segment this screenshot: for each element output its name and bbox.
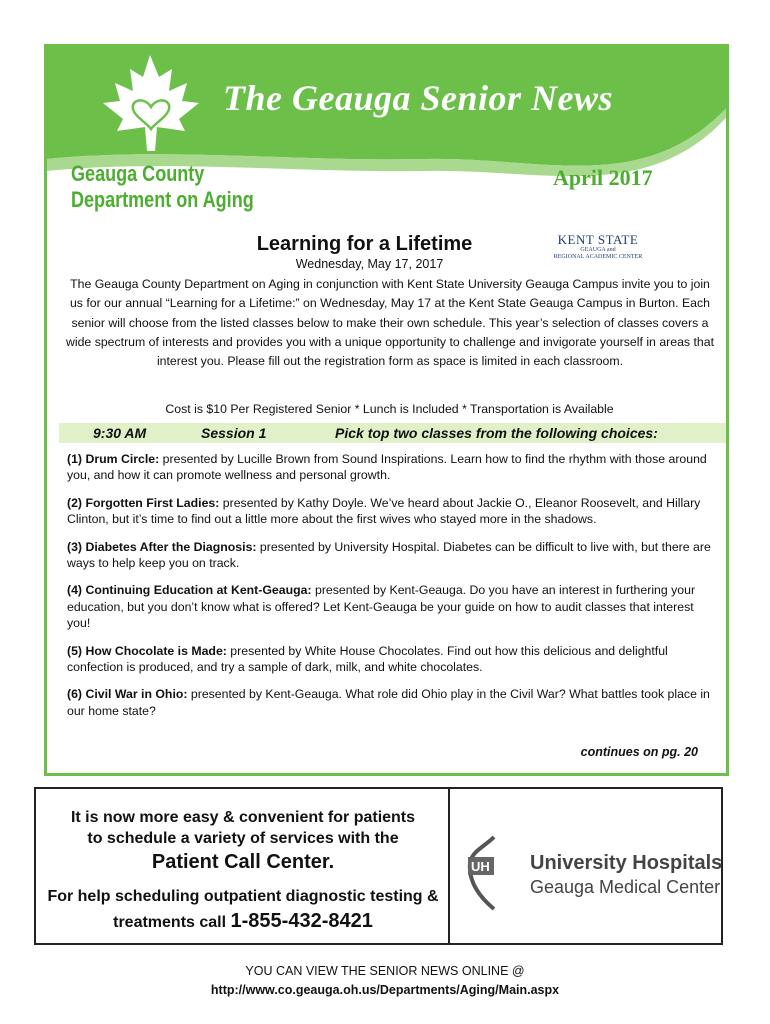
list-item xyxy=(67,686,717,719)
ad-text-panel xyxy=(36,789,450,943)
session-name: Session 1 xyxy=(201,425,267,441)
class-description: presented by White House Chocolates. Find out how this delicious and delightful confection is produced, and try a sample of dark, milk, and white chocolates. xyxy=(67,643,668,675)
ad-line1: It is now more easy & convenient for patients xyxy=(70,809,416,826)
event-title: Learning for a Lifetime xyxy=(256,233,473,255)
continues-note: continues on pg. 20 xyxy=(580,745,698,759)
class-title: (6) Civil War in Ohio: xyxy=(67,687,188,702)
class-description: presented by Kent-Geauga. Do you have an interest in furthering your education, but you don’t know what is offered? Let Kent-Geauga be your guide on how to audit classes that interest you! xyxy=(67,583,696,631)
list-item xyxy=(67,539,717,572)
class-description: presented by Lucille Brown from Sound Inspirations. Learn how to find the rhythm with those around you, and how it can promote wellness and personal growth. xyxy=(67,452,707,483)
class-title: (2) Forgotten First Ladies: xyxy=(67,495,220,510)
event-intro: The Geauga County Department on Aging in conjunction with Kent State University Geauga Campus invite you to join us for our annual “Learning for a Lifetime:” on Wednesday, May 17 at the Kent State Geauga Campus in Burton. Each senior will choose from the listed classes below to make their own schedule. This year’s selection of classes covers a wide spectrum of interests and provides you with a unique opportunity to challenge and invigorate yourself in areas that interest you. Please fill out the registration form as space is limited in each classroom. xyxy=(65,277,715,369)
session-instruction: Pick top two classes from the following choices: xyxy=(335,425,658,441)
department-name-line2: Department on Aging xyxy=(71,187,254,212)
event-cost: Cost is $10 Per Registered Senior * Lunch is Included * Transportation is Available xyxy=(165,402,614,416)
issue-date: April 2017 xyxy=(553,165,653,190)
ad-logo-panel xyxy=(452,789,721,943)
kent-logo-line3: REGIONAL ACADEMIC CENTER xyxy=(553,254,643,260)
class-description: presented by Kathy Doyle. We’ve heard about Jackie O., Eleanor Roosevelt, and Hillary Clinton, but it’s time to find out a little more about the first wives who stayed more in the shadows. xyxy=(67,495,701,527)
ad-line5 xyxy=(36,910,450,933)
session-time: 9:30 AM xyxy=(93,425,147,441)
svg-text:UH: UH xyxy=(471,859,490,874)
newsletter-frame xyxy=(44,44,729,776)
kent-logo-line2: GEAUGA and xyxy=(580,247,616,253)
phone-number: 1-855-432-8421 xyxy=(230,910,373,932)
class-list xyxy=(67,451,717,730)
footer-url: http://www.co.geauga.oh.us/Departments/Aging/Main.aspx xyxy=(210,983,560,997)
kent-logo-line1: KENT STATE xyxy=(557,232,639,247)
ad-line3: Patient Call Center. xyxy=(151,851,335,873)
uh-name: University Hospitals xyxy=(530,852,723,874)
ad-line5-prefix: treatments call xyxy=(113,914,231,931)
class-title: (4) Continuing Education at Kent-Geauga: xyxy=(67,583,312,598)
uh-subtitle: Geauga Medical Center xyxy=(530,877,721,897)
uh-shield-icon xyxy=(464,833,524,913)
list-item xyxy=(67,643,717,676)
department-name-line1: Geauga County xyxy=(71,161,205,186)
footer-online-text: YOU CAN VIEW THE SENIOR NEWS ONLINE @ xyxy=(245,964,525,978)
ad-line2: to schedule a variety of services with the xyxy=(87,830,399,847)
masthead-title: The Geauga Senior News xyxy=(223,78,614,118)
class-title: (1) Drum Circle: xyxy=(67,452,160,466)
advertisement xyxy=(34,787,723,945)
ad-line4: For help scheduling outpatient diagnostic testing & xyxy=(47,888,439,905)
class-title: (5) How Chocolate is Made: xyxy=(67,643,227,658)
list-item xyxy=(67,582,717,631)
list-item xyxy=(67,451,717,484)
event-date: Wednesday, May 17, 2017 xyxy=(295,257,444,271)
class-description: presented by Kent-Geauga. What role did Ohio play in the Civil War? What battles took place in our home state? xyxy=(67,687,710,718)
session-bar xyxy=(59,423,729,443)
class-description: presented by University Hospital. Diabetes can be difficult to live with, but there are ways to help keep you on track. xyxy=(67,539,711,571)
list-item xyxy=(67,495,717,528)
class-title: (3) Diabetes After the Diagnosis: xyxy=(67,539,257,554)
